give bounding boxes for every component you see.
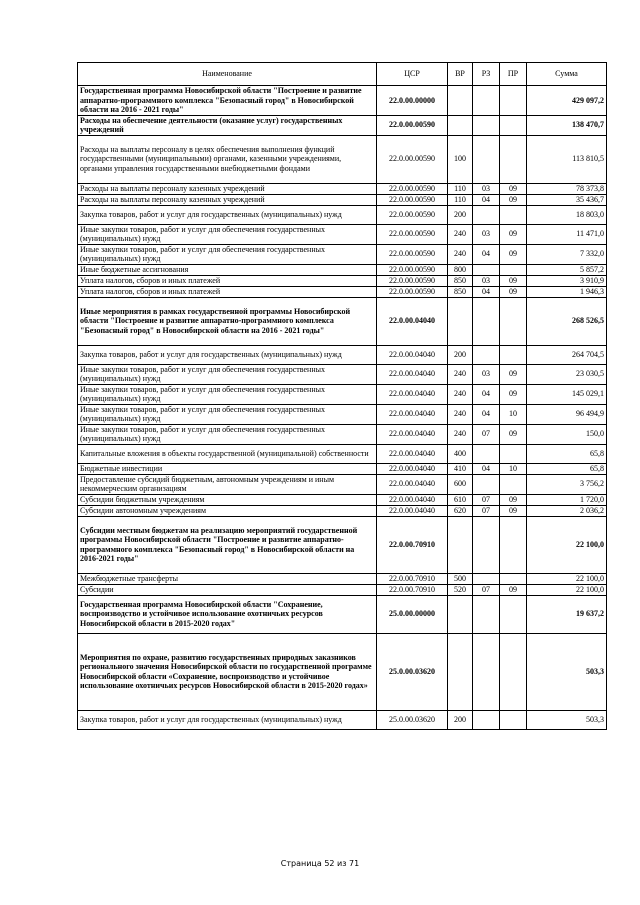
cell-rz xyxy=(473,633,500,710)
cell-name: Уплата налогов, сборов и иных платежей xyxy=(78,275,377,286)
cell-sum: 11 471,0 xyxy=(527,224,607,244)
cell-vr: 240 xyxy=(448,224,473,244)
table-row xyxy=(78,516,607,573)
cell-name: Субсидии бюджетным учреждениям xyxy=(78,494,377,505)
cell-sum: 503,3 xyxy=(527,633,607,710)
table-row xyxy=(78,584,607,595)
cell-sum: 78 373,8 xyxy=(527,183,607,194)
cell-csr: 22.0.00.04040 xyxy=(377,364,448,384)
cell-rz xyxy=(473,474,500,494)
cell-rz: 07 xyxy=(473,505,500,516)
cell-name: Расходы на выплаты персоналу в целях обеспечения выполнения функций государственными (муниципальными) органами, казенными учреждениями, органами управления государственными внебюджетными фондами xyxy=(78,135,377,183)
cell-pr: 09 xyxy=(500,384,527,404)
table-row xyxy=(78,424,607,444)
cell-sum: 3 910,9 xyxy=(527,275,607,286)
cell-name: Межбюджетные трансферты xyxy=(78,573,377,584)
cell-pr xyxy=(500,633,527,710)
cell-name: Иные бюджетные ассигнования xyxy=(78,264,377,275)
cell-csr: 22.0.00.00590 xyxy=(377,286,448,297)
cell-sum: 96 494,9 xyxy=(527,404,607,424)
cell-sum: 113 810,5 xyxy=(527,135,607,183)
table-row xyxy=(78,244,607,264)
cell-sum: 2 036,2 xyxy=(527,505,607,516)
cell-name: Закупка товаров, работ и услуг для государственных (муниципальных) нужд xyxy=(78,205,377,224)
table-row xyxy=(78,345,607,364)
cell-csr: 25.0.00.00000 xyxy=(377,595,448,633)
cell-pr xyxy=(500,595,527,633)
cell-pr: 09 xyxy=(500,505,527,516)
table-row xyxy=(78,494,607,505)
cell-vr: 100 xyxy=(448,135,473,183)
table-row xyxy=(78,205,607,224)
cell-rz: 07 xyxy=(473,494,500,505)
cell-vr: 410 xyxy=(448,463,473,474)
cell-sum: 19 637,2 xyxy=(527,595,607,633)
cell-rz: 03 xyxy=(473,224,500,244)
cell-rz xyxy=(473,135,500,183)
cell-csr: 22.0.00.00590 xyxy=(377,244,448,264)
cell-sum: 3 756,2 xyxy=(527,474,607,494)
cell-pr: 09 xyxy=(500,183,527,194)
header-sum: Сумма xyxy=(527,63,607,86)
cell-csr: 22.0.00.00000 xyxy=(377,86,448,116)
table-body xyxy=(78,86,607,730)
cell-vr: 240 xyxy=(448,244,473,264)
cell-csr: 25.0.00.03620 xyxy=(377,633,448,710)
cell-rz xyxy=(473,444,500,463)
cell-csr: 22.0.00.04040 xyxy=(377,384,448,404)
cell-csr: 22.0.00.00590 xyxy=(377,264,448,275)
header-vr: ВР xyxy=(448,63,473,86)
cell-pr xyxy=(500,444,527,463)
cell-name: Иные закупки товаров, работ и услуг для обеспечения государственных (муниципальных) нужд xyxy=(78,244,377,264)
cell-csr: 22.0.00.04040 xyxy=(377,297,448,345)
cell-rz: 07 xyxy=(473,584,500,595)
cell-name: Бюджетные инвестиции xyxy=(78,463,377,474)
cell-sum: 1 946,3 xyxy=(527,286,607,297)
cell-csr: 22.0.00.00590 xyxy=(377,183,448,194)
cell-name: Предоставление субсидий бюджетным, автономным учреждениям и иным некоммерческим организациям xyxy=(78,474,377,494)
cell-csr: 22.0.00.00590 xyxy=(377,194,448,205)
table-row xyxy=(78,224,607,244)
cell-rz xyxy=(473,297,500,345)
table-row xyxy=(78,264,607,275)
table-row xyxy=(78,595,607,633)
cell-rz: 03 xyxy=(473,275,500,286)
cell-rz: 04 xyxy=(473,404,500,424)
cell-csr: 22.0.00.70910 xyxy=(377,573,448,584)
cell-csr: 22.0.00.04040 xyxy=(377,505,448,516)
cell-rz xyxy=(473,345,500,364)
cell-csr: 22.0.00.04040 xyxy=(377,444,448,463)
cell-pr xyxy=(500,516,527,573)
cell-sum: 22 100,0 xyxy=(527,573,607,584)
cell-rz: 03 xyxy=(473,183,500,194)
cell-name: Субсидии местным бюджетам на реализацию мероприятий государственной программы Новосибирской области "Построение и развитие аппаратно-программного комплекса "Безопасный город" в Новосибирской области на 2016-2021 годы" xyxy=(78,516,377,573)
cell-csr: 22.0.00.04040 xyxy=(377,345,448,364)
cell-pr: 09 xyxy=(500,424,527,444)
cell-vr: 400 xyxy=(448,444,473,463)
cell-vr: 240 xyxy=(448,384,473,404)
cell-csr: 22.0.00.04040 xyxy=(377,404,448,424)
table-row xyxy=(78,384,607,404)
table-row xyxy=(78,183,607,194)
cell-csr: 22.0.00.00590 xyxy=(377,115,448,135)
table-row xyxy=(78,286,607,297)
cell-vr: 200 xyxy=(448,710,473,729)
cell-vr xyxy=(448,115,473,135)
cell-vr: 240 xyxy=(448,404,473,424)
cell-sum: 65,8 xyxy=(527,463,607,474)
cell-pr: 09 xyxy=(500,286,527,297)
table-row xyxy=(78,633,607,710)
cell-pr xyxy=(500,86,527,116)
cell-csr: 22.0.00.70910 xyxy=(377,584,448,595)
table-row xyxy=(78,463,607,474)
cell-sum: 264 704,5 xyxy=(527,345,607,364)
cell-rz xyxy=(473,205,500,224)
cell-sum: 138 470,7 xyxy=(527,115,607,135)
table-row xyxy=(78,86,607,116)
cell-name: Иные закупки товаров, работ и услуг для обеспечения государственных (муниципальных) нужд xyxy=(78,404,377,424)
table-row xyxy=(78,135,607,183)
table-row xyxy=(78,505,607,516)
cell-csr: 22.0.00.04040 xyxy=(377,494,448,505)
cell-rz xyxy=(473,86,500,116)
cell-csr: 22.0.00.04040 xyxy=(377,474,448,494)
cell-pr: 10 xyxy=(500,404,527,424)
cell-rz: 04 xyxy=(473,384,500,404)
cell-sum: 22 100,0 xyxy=(527,516,607,573)
cell-vr: 620 xyxy=(448,505,473,516)
cell-sum: 5 857,2 xyxy=(527,264,607,275)
cell-csr: 22.0.00.00590 xyxy=(377,205,448,224)
cell-name: Государственная программа Новосибирской области "Построение и развитие аппаратно-программного комплекса "Безопасный город" в Новосибирской области на 2016 - 2021 годы" xyxy=(78,86,377,116)
cell-pr: 09 xyxy=(500,194,527,205)
cell-rz: 03 xyxy=(473,364,500,384)
table-row xyxy=(78,444,607,463)
cell-vr: 610 xyxy=(448,494,473,505)
cell-pr: 09 xyxy=(500,244,527,264)
cell-sum: 268 526,5 xyxy=(527,297,607,345)
cell-vr: 850 xyxy=(448,286,473,297)
page-number: Страница 52 из 71 xyxy=(280,859,360,868)
cell-sum: 150,0 xyxy=(527,424,607,444)
table-row xyxy=(78,297,607,345)
cell-rz: 04 xyxy=(473,463,500,474)
cell-csr: 22.0.00.04040 xyxy=(377,463,448,474)
cell-name: Расходы на выплаты персоналу казенных учреждений xyxy=(78,183,377,194)
cell-rz: 04 xyxy=(473,244,500,264)
cell-sum: 18 803,0 xyxy=(527,205,607,224)
cell-vr xyxy=(448,516,473,573)
table-header-row xyxy=(78,63,607,86)
table-row xyxy=(78,474,607,494)
cell-name: Государственная программа Новосибирской области "Сохранение, воспроизводство и устойчивое использование охотничьих ресурсов Новосибирской области в 2015-2020 годах" xyxy=(78,595,377,633)
table-row xyxy=(78,404,607,424)
cell-name: Субсидии автономным учреждениям xyxy=(78,505,377,516)
cell-pr xyxy=(500,115,527,135)
cell-pr xyxy=(500,135,527,183)
cell-vr: 200 xyxy=(448,205,473,224)
cell-pr: 09 xyxy=(500,224,527,244)
cell-rz: 07 xyxy=(473,424,500,444)
cell-name: Иные закупки товаров, работ и услуг для обеспечения государственных (муниципальных) нужд xyxy=(78,424,377,444)
budget-table xyxy=(77,62,607,730)
cell-pr xyxy=(500,573,527,584)
header-csr: ЦСР xyxy=(377,63,448,86)
cell-sum: 65,8 xyxy=(527,444,607,463)
cell-vr xyxy=(448,86,473,116)
cell-name: Капитальные вложения в объекты государственной (муниципальной) собственности xyxy=(78,444,377,463)
cell-rz xyxy=(473,710,500,729)
cell-name: Иные закупки товаров, работ и услуг для обеспечения государственных (муниципальных) нужд xyxy=(78,224,377,244)
cell-vr xyxy=(448,297,473,345)
cell-name: Субсидии xyxy=(78,584,377,595)
table-row xyxy=(78,275,607,286)
cell-csr: 22.0.00.70910 xyxy=(377,516,448,573)
cell-pr: 09 xyxy=(500,584,527,595)
table-row xyxy=(78,115,607,135)
table-row xyxy=(78,573,607,584)
cell-rz xyxy=(473,573,500,584)
cell-rz: 04 xyxy=(473,194,500,205)
cell-pr: 09 xyxy=(500,364,527,384)
cell-pr xyxy=(500,205,527,224)
table-row xyxy=(78,364,607,384)
table-row xyxy=(78,710,607,729)
cell-name: Расходы на выплаты персоналу казенных учреждений xyxy=(78,194,377,205)
cell-csr: 22.0.00.00590 xyxy=(377,224,448,244)
cell-csr: 22.0.00.00590 xyxy=(377,135,448,183)
cell-vr: 520 xyxy=(448,584,473,595)
cell-vr: 110 xyxy=(448,194,473,205)
cell-pr xyxy=(500,710,527,729)
cell-name: Закупка товаров, работ и услуг для государственных (муниципальных) нужд xyxy=(78,710,377,729)
cell-pr xyxy=(500,474,527,494)
cell-sum: 503,3 xyxy=(527,710,607,729)
cell-vr xyxy=(448,595,473,633)
cell-pr: 09 xyxy=(500,494,527,505)
cell-sum: 429 097,2 xyxy=(527,86,607,116)
cell-pr xyxy=(500,345,527,364)
cell-vr: 500 xyxy=(448,573,473,584)
cell-rz xyxy=(473,516,500,573)
cell-vr: 240 xyxy=(448,424,473,444)
cell-vr: 200 xyxy=(448,345,473,364)
cell-rz xyxy=(473,264,500,275)
cell-sum: 22 100,0 xyxy=(527,584,607,595)
cell-sum: 1 720,0 xyxy=(527,494,607,505)
cell-pr: 09 xyxy=(500,275,527,286)
cell-name: Закупка товаров, работ и услуг для государственных (муниципальных) нужд xyxy=(78,345,377,364)
cell-vr xyxy=(448,633,473,710)
cell-pr xyxy=(500,297,527,345)
cell-name: Уплата налогов, сборов и иных платежей xyxy=(78,286,377,297)
cell-vr: 600 xyxy=(448,474,473,494)
cell-rz xyxy=(473,595,500,633)
header-rz: РЗ xyxy=(473,63,500,86)
cell-name: Иные закупки товаров, работ и услуг для обеспечения государственных (муниципальных) нужд xyxy=(78,384,377,404)
cell-csr: 25.0.00.03620 xyxy=(377,710,448,729)
cell-rz: 04 xyxy=(473,286,500,297)
cell-vr: 110 xyxy=(448,183,473,194)
cell-sum: 35 436,7 xyxy=(527,194,607,205)
cell-pr: 10 xyxy=(500,463,527,474)
cell-sum: 7 332,0 xyxy=(527,244,607,264)
cell-name: Иные закупки товаров, работ и услуг для обеспечения государственных (муниципальных) нужд xyxy=(78,364,377,384)
cell-vr: 800 xyxy=(448,264,473,275)
cell-csr: 22.0.00.04040 xyxy=(377,424,448,444)
cell-csr: 22.0.00.00590 xyxy=(377,275,448,286)
header-pr: ПР xyxy=(500,63,527,86)
header-name: Наименование xyxy=(78,63,377,86)
cell-name: Мероприятия по охране, развитию государственных природных заказников регионального значения Новосибирской области по государственной программе Новосибирской области «Сохранение, воспроизводство и устойчивое использование охотничьих ресурсов Новосибирской области в 2015-2020 годах» xyxy=(78,633,377,710)
cell-pr xyxy=(500,264,527,275)
cell-sum: 145 029,1 xyxy=(527,384,607,404)
cell-name: Расходы на обеспечение деятельности (оказание услуг) государственных учреждений xyxy=(78,115,377,135)
cell-vr: 240 xyxy=(448,364,473,384)
cell-name: Иные мероприятия в рамках государственной программы Новосибирской области "Построение и развитие аппаратно-программного комплекса "Безопасный город" в Новосибирской области на 2016 - 2021 годы" xyxy=(78,297,377,345)
cell-sum: 23 030,5 xyxy=(527,364,607,384)
cell-vr: 850 xyxy=(448,275,473,286)
table-row xyxy=(78,194,607,205)
cell-rz xyxy=(473,115,500,135)
